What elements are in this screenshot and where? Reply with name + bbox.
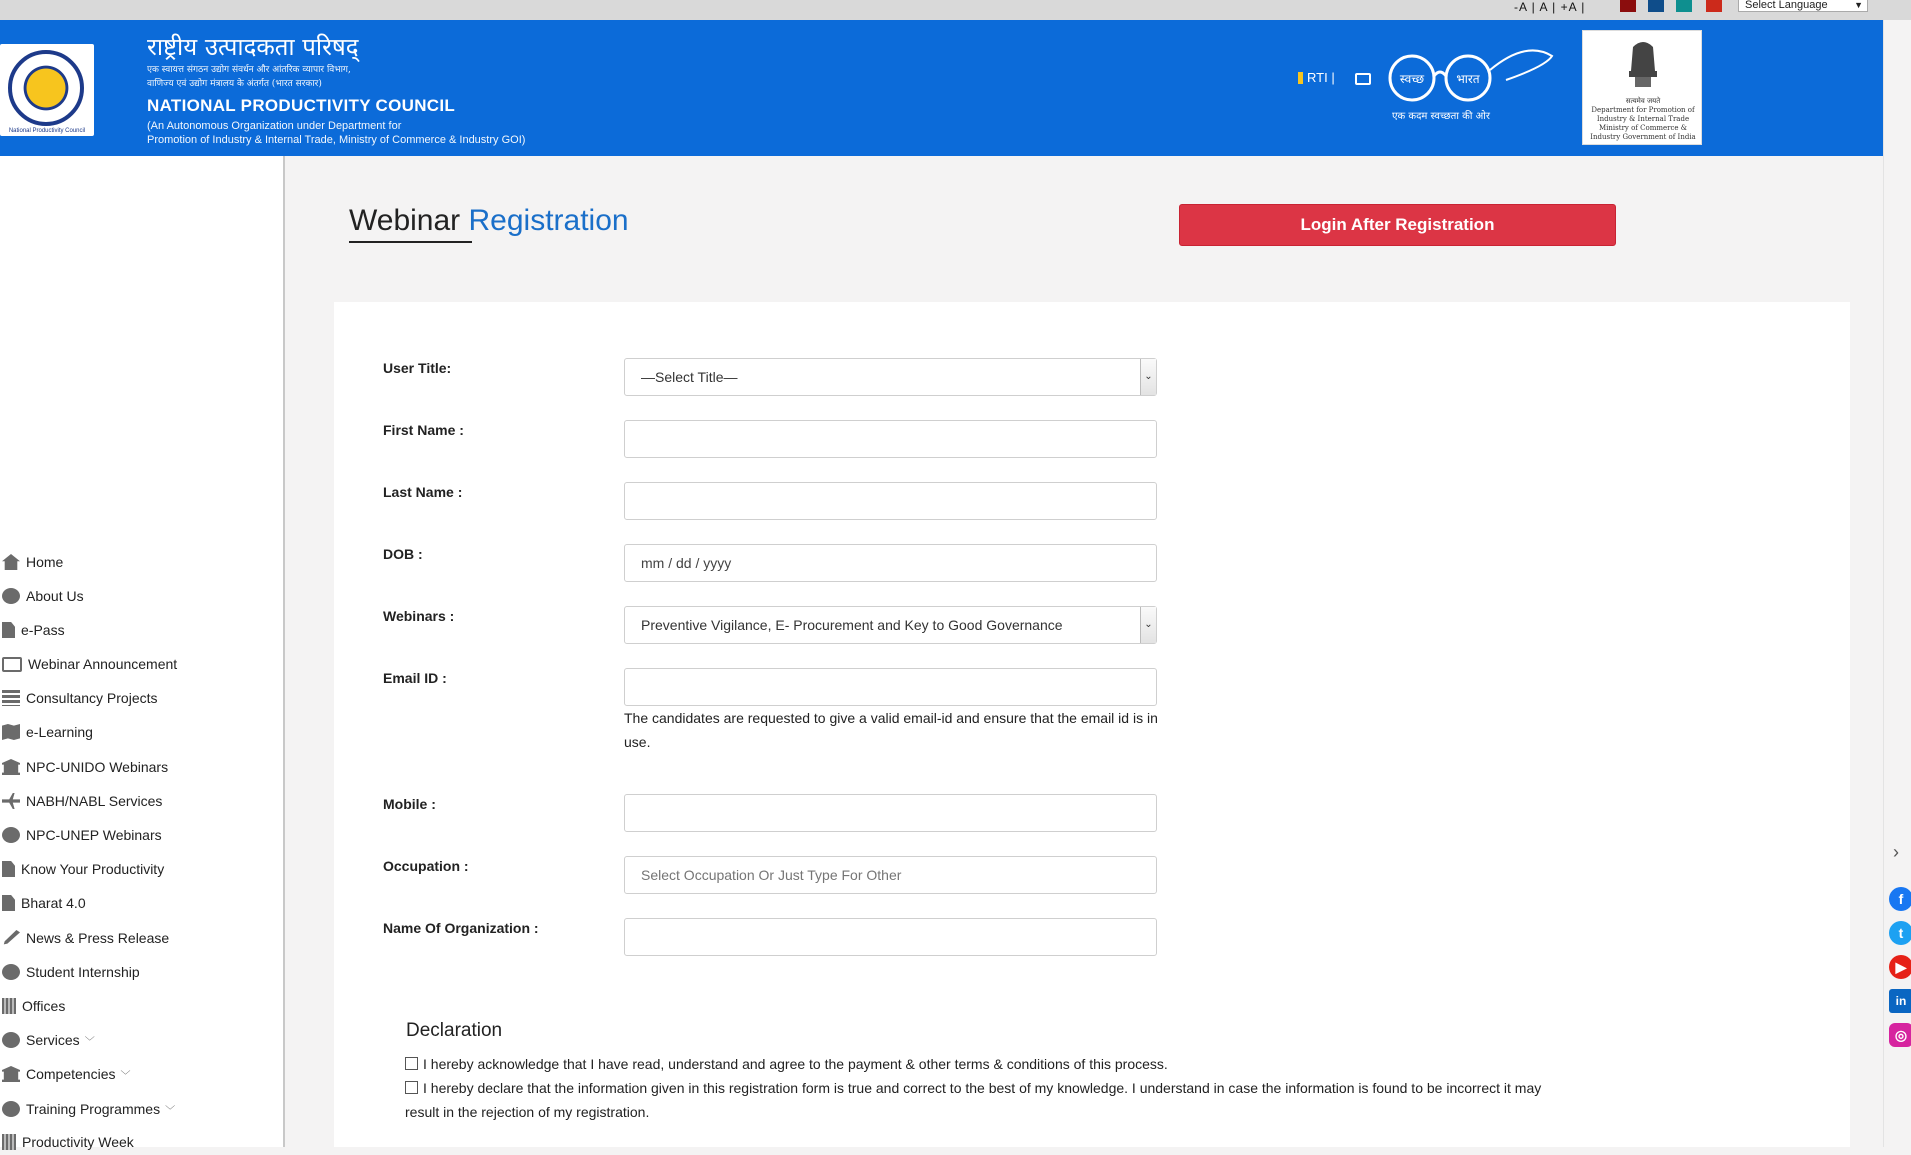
title-underline: [349, 241, 472, 243]
mobile-label: Mobile :: [383, 796, 436, 812]
swachh-left-text: स्वच्छ: [1399, 72, 1425, 86]
webinars-label: Webinars :: [383, 608, 455, 624]
bank-icon: [2, 1066, 20, 1082]
declare-checkbox[interactable]: [405, 1081, 418, 1094]
sidebar-item-news-press-release[interactable]: News & Press Release: [2, 925, 169, 951]
sidebar-item-know-your-productivity[interactable]: Know Your Productivity: [2, 856, 164, 882]
linkedin-icon[interactable]: in: [1889, 989, 1911, 1013]
sidebar-item-consultancy-projects[interactable]: Consultancy Projects: [2, 685, 158, 711]
document-icon: [2, 895, 15, 911]
list-icon: [2, 690, 20, 706]
mobile-input[interactable]: [624, 794, 1157, 832]
sidebar-item-webinar-announcement[interactable]: Webinar Announcement: [2, 651, 177, 677]
ashoka-emblem-icon: [1623, 37, 1663, 93]
sidebar-item-e-learning[interactable]: e-Learning: [2, 719, 93, 745]
org-subtitle-2: Promotion of Industry & Internal Trade, Ministry of Commerce & Industry GOI): [147, 134, 526, 146]
webinars-select[interactable]: Preventive Vigilance, E- Procurement and Key to Good Governance ⌄: [624, 606, 1157, 644]
document-icon: [2, 622, 15, 638]
email-input[interactable]: [624, 668, 1157, 706]
swachh-tagline: एक कदम स्वच्छता की ओर: [1392, 111, 1490, 122]
theme-swatch-orange[interactable]: [1706, 0, 1722, 12]
theme-swatch-blue[interactable]: [1648, 0, 1664, 12]
theme-swatch-red[interactable]: [1620, 0, 1636, 12]
glasses-icon: [1386, 40, 1556, 110]
font-size-controls[interactable]: -A | A | +A |: [1514, 0, 1586, 14]
chevron-down-icon: ▼: [1854, 0, 1863, 10]
calendar-icon: [2, 1134, 16, 1150]
sidebar-item-training-programmes[interactable]: Training Programmes ﹀: [2, 1096, 175, 1122]
organization-input[interactable]: [624, 918, 1157, 956]
swachh-right-text: भारत: [1456, 72, 1480, 86]
org-subtitle-1: (An Autonomous Organization under Department for: [147, 120, 402, 132]
home-icon: [2, 554, 20, 570]
instagram-icon[interactable]: ◎: [1889, 1023, 1911, 1047]
chevron-down-icon: ﹀: [84, 1036, 95, 1048]
lifebuoy-icon: [2, 964, 20, 980]
user-title-label: User Title:: [383, 360, 452, 376]
hindi-subtitle-1: एक स्वायत्त संगठन उद्योग संवर्धन और आंतरिक व्यापार विभाग,: [147, 65, 351, 75]
npc-emblem-icon: [8, 50, 84, 126]
bank-icon: [2, 759, 20, 775]
building-icon: [2, 998, 16, 1014]
compass-icon: [2, 1101, 20, 1117]
acknowledge-checkbox[interactable]: [405, 1057, 418, 1070]
document-icon: [2, 861, 15, 877]
declaration-item-2: I hereby declare that the information given in this registration form is true and correct to the best of my knowledge. I understand in case the information is found to be incorrect it may result in the rejection of my registration.: [405, 1080, 1542, 1120]
site-header: [0, 20, 1883, 156]
compass-icon: [2, 827, 20, 843]
chevron-down-icon: ﹀: [120, 1070, 131, 1082]
top-utility-bar: [0, 0, 1911, 20]
organization-label: Name Of Organization :: [383, 920, 539, 936]
first-name-input[interactable]: [624, 420, 1157, 458]
first-name-label: First Name :: [383, 422, 464, 438]
map-icon: [2, 724, 20, 740]
chevron-down-icon: ﹀: [165, 1105, 176, 1117]
sidebar-item-e-pass[interactable]: e-Pass: [2, 617, 65, 643]
rti-icon: [1298, 72, 1303, 84]
monitor-icon[interactable]: [1355, 73, 1371, 85]
chevron-down-icon: ⌄: [1140, 607, 1156, 643]
declaration-heading: Declaration: [406, 1020, 503, 1041]
declaration-item-1: I hereby acknowledge that I have read, understand and agree to the payment & other terms & conditions of this process.: [405, 1052, 1565, 1076]
plane-icon: [2, 793, 20, 809]
occupation-label: Occupation :: [383, 858, 469, 874]
lifebuoy-icon: [2, 1032, 20, 1048]
org-title: NATIONAL PRODUCTIVITY COUNCIL: [147, 96, 456, 115]
dob-label: DOB :: [383, 546, 423, 562]
monitor-icon: [2, 657, 22, 672]
sidebar-item-offices[interactable]: Offices: [2, 993, 65, 1019]
language-select[interactable]: Select Language ▼: [1738, 0, 1868, 12]
sidebar-item-home[interactable]: Home: [2, 549, 63, 575]
last-name-input[interactable]: [624, 482, 1157, 520]
chevron-down-icon: ⌄: [1140, 359, 1156, 395]
sidebar-item-productivity-week[interactable]: Productivity Week: [2, 1129, 134, 1155]
occupation-input[interactable]: [624, 856, 1157, 894]
sidebar-item-services[interactable]: Services ﹀: [2, 1027, 95, 1053]
hindi-title: राष्ट्रीय उत्पादकता परिषद्: [147, 33, 359, 61]
last-name-label: Last Name :: [383, 484, 463, 500]
facebook-icon[interactable]: f: [1889, 887, 1911, 911]
sidebar-item-nabh-nabl-services[interactable]: NABH/NABL Services: [2, 788, 162, 814]
pen-icon: [2, 930, 20, 946]
sidebar-item-npc-unep-webinars[interactable]: NPC-UNEP Webinars: [2, 822, 162, 848]
npc-logo[interactable]: National Productivity Council: [0, 44, 94, 136]
theme-swatch-teal[interactable]: [1676, 0, 1692, 12]
swachh-bharat-logo: [1386, 40, 1556, 130]
sidebar-item-student-internship[interactable]: Student Internship: [2, 959, 140, 985]
chevron-right-icon[interactable]: ›: [1893, 842, 1899, 862]
sidebar-item-npc-unido-webinars[interactable]: NPC-UNIDO Webinars: [2, 754, 168, 780]
user-title-select[interactable]: —Select Title— ⌄: [624, 358, 1157, 396]
dob-input[interactable]: mm / dd / yyyy: [624, 544, 1157, 582]
rti-link[interactable]: RTI |: [1298, 70, 1335, 85]
twitter-icon[interactable]: t: [1889, 921, 1911, 945]
login-after-registration-button[interactable]: Login After Registration: [1179, 204, 1616, 246]
hindi-subtitle-2: वाणिज्य एवं उद्योग मंत्रालय के अंतर्गत (भारत सरकार): [147, 79, 322, 89]
sidebar-item-competencies[interactable]: Competencies ﹀: [2, 1061, 131, 1087]
info-icon: [2, 588, 20, 604]
dpiit-logo: सत्यमेव जयते Department for Promotion of Industry & Internal Trade Ministry of Commerce & Industry Government of India: [1582, 30, 1702, 145]
sidebar-item-bharat-4-0[interactable]: Bharat 4.0: [2, 890, 86, 916]
page-title: Webinar Registration: [349, 204, 629, 237]
email-help-text: The candidates are requested to give a valid email-id and ensure that the email id is in use.: [624, 710, 1158, 750]
youtube-icon[interactable]: ▶: [1889, 955, 1911, 979]
email-label: Email ID :: [383, 670, 447, 686]
sidebar-item-about-us[interactable]: About Us: [2, 583, 84, 609]
